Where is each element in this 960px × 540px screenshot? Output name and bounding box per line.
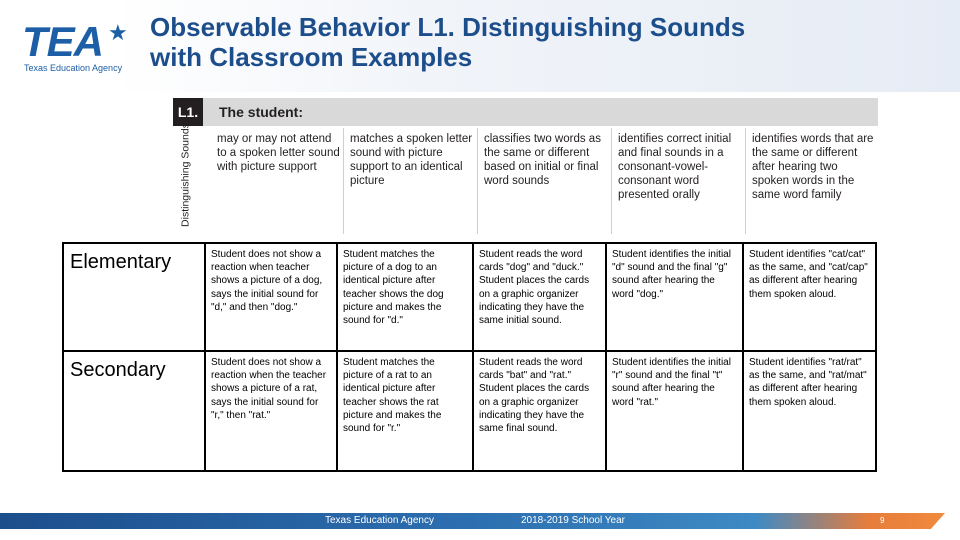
table-cell: Student identifies "cat/cat" as the same, and "cat/cap" as different after hearing them spoken aloud. [743,243,876,351]
tea-logo [22,20,132,76]
descriptor-column-4: identifies correct initial and final sounds in a consonant-vowel-consonant word presented orally [611,128,745,234]
descriptor-block [173,96,878,236]
table-row-elementary [63,243,876,351]
slide-title [150,12,850,72]
footer-bar [0,513,945,529]
star-icon: ★ [108,20,128,45]
logo-text: TEA [22,18,103,65]
table-cell: Student reads the word cards "bat" and "rat." Student places the cards on a graphic organizer indicating they have the same final sound. [473,351,606,471]
table-cell: Student does not show a reaction when teacher shows a picture of a dog, says the initial sound for "d," and then "dog." [205,243,337,351]
table-cell: Student identifies "rat/rat" as the same, and "rat/mat" as different after hearing them spoken aloud. [743,351,876,471]
table-cell: Student matches the picture of a rat to an identical picture after teacher shows the rat picture and makes the sound for "r." [337,351,473,471]
title-line-1: Observable Behavior L1. Distinguishing Sounds [150,12,746,42]
page-number: 9 [880,516,885,525]
descriptor-heading: The student: [219,104,303,120]
row-label: Elementary [63,243,205,351]
slide-footer [0,513,960,529]
side-label-text: Distinguishing Sounds [179,123,192,227]
descriptor-column-5: identifies words that are the same or different after hearing two spoken words in the same word family [745,128,878,234]
footer-agency: Texas Education Agency [325,515,434,526]
descriptor-column-1: may or may not attend to a spoken letter sound with picture support [217,133,340,173]
table-row-secondary [63,351,876,471]
logo-subtitle: Texas Education Agency [24,63,123,73]
table-cell: Student identifies the initial "r" sound and the final "t" sound after hearing the word "rat." [606,351,743,471]
table-cell: Student does not show a reaction when the teacher shows a picture of a rat, says the initial sound for "r," then "rat." [205,351,337,471]
descriptor-column-2: matches a spoken letter sound with picture support to an identical picture [343,128,479,234]
table-cell: Student identifies the initial "d" sound and the final "g" sound after hearing the word "dog." [606,243,743,351]
table-cell: Student matches the picture of a dog to an identical picture after teacher shows the dog picture and makes the sound for "d." [337,243,473,351]
examples-table [62,242,877,472]
descriptor-bar [173,98,878,126]
descriptor-code: L1. [173,98,203,126]
footer-year: 2018-2019 School Year [521,515,625,526]
side-label [175,123,197,227]
descriptor-column-3: classifies two words as the same or different based on initial or final word sounds [477,128,611,234]
table-cell: Student reads the word cards "dog" and "duck." Student places the cards on a graphic organizer indicating they have the same initial sound. [473,243,606,351]
title-line-2: with Classroom Examples [150,42,473,72]
slide-header [0,0,960,92]
row-label: Secondary [63,351,205,471]
